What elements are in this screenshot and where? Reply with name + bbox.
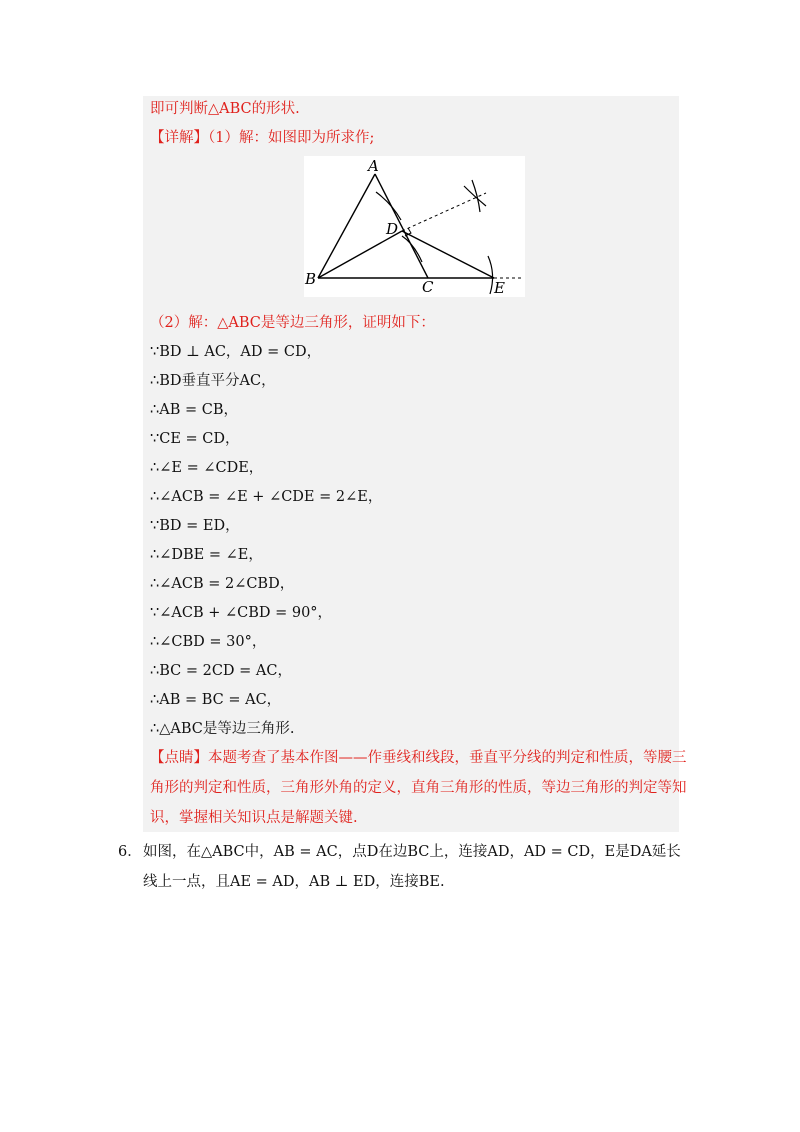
proof-step-3: ∴AB = CB， [150, 402, 238, 418]
label-e: E [494, 279, 505, 297]
side-ac [375, 174, 428, 278]
comment-line-2: 角形的判定和性质，三角形外角的定义，直角三角形的性质，等边三角形的判定等知 [150, 780, 687, 796]
detail-heading: 【详解】（1）解：如图即为所求作; [150, 130, 375, 146]
label-c: C [422, 278, 434, 296]
proof-step-1: ∵BD ⊥ AC，AD = CD， [150, 344, 322, 360]
label-d: D [386, 220, 399, 238]
bisector-dash [402, 193, 486, 231]
construction-figure [304, 156, 525, 297]
arc-near-a [376, 192, 401, 220]
proof-step-9: ∴∠ACB = 2∠CBD， [150, 576, 295, 592]
question-line-1: 如图，在△ABC中，AB = AC，点D在边BC上，连接AD，AD = CD，E是DA延长 [143, 844, 681, 860]
question-number: 6． [118, 844, 142, 860]
label-a: A [368, 157, 379, 175]
part-2-heading: （2）解：△ABC是等边三角形，证明如下： [150, 315, 435, 331]
proof-step-12: ∴BC = 2CD = AC， [150, 663, 292, 679]
proof-step-7: ∵BD = ED， [150, 518, 240, 534]
proof-conclusion: ∴△ABC是等边三角形. [150, 721, 295, 737]
solution-line-1: 即可判断△ABC的形状. [150, 101, 300, 117]
proof-step-5: ∴∠E = ∠CDE， [150, 460, 264, 476]
proof-step-4: ∵CE = CD， [150, 431, 240, 447]
proof-step-11: ∴∠CBD = 30°， [150, 634, 267, 650]
question-line-2: 线上一点，且AE = AD，AB ⊥ ED，连接BE. [143, 874, 445, 890]
triangle-diagram [304, 156, 525, 297]
proof-step-2: ∴BD垂直平分AC， [150, 373, 276, 389]
proof-step-6: ∴∠ACB = ∠E + ∠CDE = 2∠E， [150, 489, 383, 505]
proof-step-10: ∵∠ACB + ∠CBD = 90°， [150, 605, 333, 621]
proof-step-13: ∴AB = BC = AC， [150, 692, 282, 708]
comment-line-1: 【点睛】本题考查了基本作图——作垂线和线段，垂直平分线的判定和性质，等腰三 [150, 750, 687, 766]
proof-step-8: ∴∠DBE = ∠E， [150, 547, 263, 563]
label-b: B [305, 270, 317, 288]
comment-line-3: 识，掌握相关知识点是解题关键. [150, 810, 358, 826]
